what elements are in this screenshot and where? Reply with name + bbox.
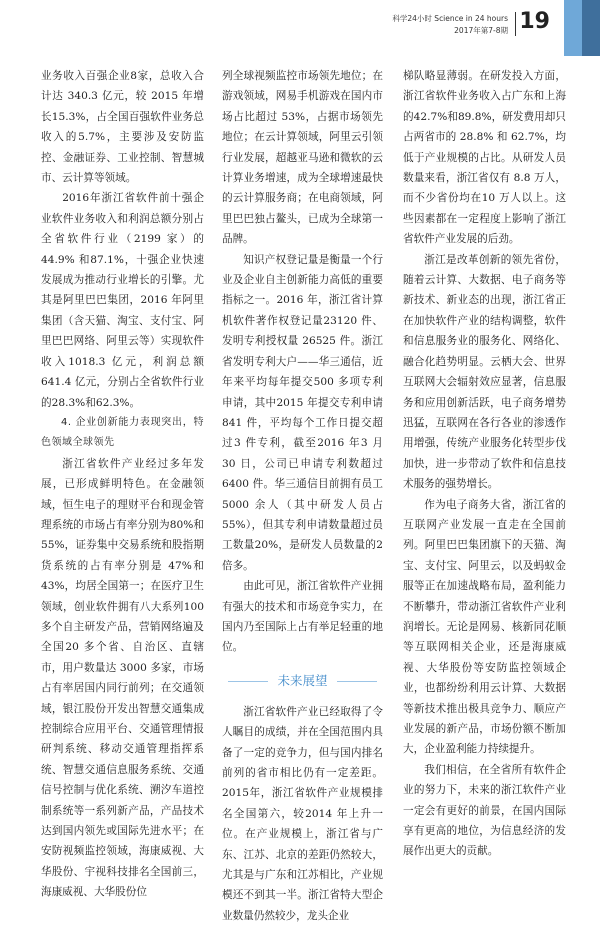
paragraph: 浙江是改革创新的领先省份，随着云计算、大数据、电子商务等新技术、新业态的出现，浙江省正在加快软件产业的结构调整，软件和信息服务业的服务化、网络化、融合化趋势明显。云栖大会、世界互联网大会辐射效应显著，信息服务和应用创新活跃，电子商务增势迅猛，互联网在各行各业的渗透作用增强，传统产业服务化转型步伐加快，进一步带动了软件和信息技术服务的强势增长。 — [403, 253, 566, 491]
header-tab-dark — [582, 0, 600, 56]
journal-title: 科学24小时 Science in 24 hours — [392, 14, 508, 23]
paragraph: 知识产权登记量是衡量一个行业及企业自主创新能力高低的重要指标之一。2016 年，浙江省计算机软件著作权登记量23120 件、发明专利授权量 26525 件。浙江省发明专利大户——华三通信，近年来平均每年提交500 多项专利申请，其中2015 年提交专利申请841 件，平均每个工作日提交超过3 件专利，截至2016 年3 月 30 日，公司已申请专利数超过6400 件。华三通信目前拥有员工5000 余人（其中研发人员占55%），但其专利申请数量超过员工数量20%，是研发人员数量的2 倍多。 — [222, 253, 383, 572]
page-number: 19 — [519, 9, 550, 34]
section-title-rule — [228, 681, 268, 682]
section-title — [222, 672, 383, 690]
paragraph: 浙江省软件产业经过多年发展，已形成鲜明特色。在金融领域，恒生电子的理财平台和现金管理系统的市场占有率分别为80%和55%，证券集中交易系统和股指期货系统的占有率分别是 47%和 43%，均居全国第一；在医疗卫生领域，创业软件拥有八大系列100 多个自主研发产品，营销网络遍及全国20 多个省、自治区、直辖市，用户数量达 3000 多家，市场占有率居国内同行前列；在交通领域，银江股份开发出智慧交通集成控制综合应用平台、交通管理情报研判系统、移动交通管理指挥系统、智慧交通信息服务系统、交通信号控制与优化系统、溯汐车道控制系统等一系列新产品，产品技术达到国内领先或国际先进水平；在安防视频监控领域，海康威视、大华股份、宇视科技排名全国前三，海康威视、大华股份位 — [41, 457, 204, 899]
paragraph: 由此可见，浙江省软件产业拥有强大的技术和市场竞争实力，在国内乃至国际上占有举足轻重的地位。 — [222, 580, 383, 654]
column-left — [41, 66, 204, 903]
issue-label: 2017年第7-8期 — [454, 26, 508, 35]
paragraph: 作为电子商务大省，浙江省的互联网产业发展一直走在全国前列。阿里巴巴集团旗下的天猫、淘宝、支付宝、阿里云，以及蚂蚁金服等正在加速战略布局，盈利能力不断攀升，带动浙江省软件产业利润增长。无论是网易、核新同花顺等互联网相关企业，还是海康威视、大华股份等安防监控领域企业，也都纷纷利用云计算、大数据等新技术推出极具竞争力、顺应产业发展的新产品，市场份额不断加大，企业盈利能力持续提升。 — [403, 498, 566, 756]
section-title-text: 未来展望 — [277, 672, 328, 688]
paragraph: 列全球视频监控市场领先地位；在游戏领域，网易手机游戏在国内市场占比超过 53%，占据市场领先地位；在云计算领域，阿里云引领行业发展，超越亚马逊和微软的云计算业务增速，成为全球增速最快的云计算服务商；在电商领域，阿里巴巴独占鳌头，已成为全球第一品牌。 — [222, 70, 383, 246]
column-right — [403, 66, 566, 862]
header-color-tab — [556, 0, 600, 56]
page-header — [0, 0, 600, 56]
column-middle — [222, 66, 383, 926]
paragraph: 浙江省软件产业已经取得了令人瞩目的成绩，并在全国范围内具备了一定的竞争力，但与国内排名前列的省市相比仍有一定差距。2015年，浙江省软件产业规模排名全国第六，较2014 年上升一位。在产业规模上，浙江省与广东、江苏、北京的差距仍然较大，尤其是与广东和江苏相比，产业规模还不到其一半。浙江省特大型企业数量仍然较少，龙头企业 — [222, 705, 383, 922]
header-divider — [515, 12, 516, 36]
subsection-heading: 4. 企业创新能力表现突出，特色领域全球领先 — [41, 416, 204, 449]
paragraph: 2016年浙江省软件前十强企业软件业务收入和利润总额分别占全省软件行业（2199 家）的 44.9% 和87.1%，十强企业快速发展成为推动行业增长的引擎。尤其是阿里巴巴集团，2016 年阿里集团（含天猫、淘宝、支付宝、阿里巴巴网络、阿里云等）实现软件收入1018.3 亿元，利润总额641.4 亿元，分别占全省软件行业的28.3%和62.3%。 — [41, 192, 204, 409]
section-title-rule — [337, 681, 377, 682]
paragraph: 梯队略显薄弱。在研发投入方面，浙江省软件业务收入占广东和上海的42.7%和89.8%，研发费用却只占两省市的 28.8% 和 62.7%，均低于产业规模的占比。从研发人员数量来看，浙江省仅有 8.8 万人，而不少省份均在10 万人以上。这些因素都在一定程度上影响了浙江省软件产业发展的后劲。 — [403, 70, 566, 246]
paragraph: 我们相信，在全省所有软件企业的努力下，未来的浙江软件产业一定会有更好的前景，在国内国际享有更高的地位，为信息经济的发展作出更大的贡献。 — [403, 763, 566, 858]
paragraph: 业务收入百强企业8家，总收入合计达 340.3 亿元，较 2015 年增长15.3%，占全国百强软件业务总收入的5.7%，主要涉及安防监控、金融证券、工业控制、智慧城市、云计算等领域。 — [41, 70, 204, 185]
